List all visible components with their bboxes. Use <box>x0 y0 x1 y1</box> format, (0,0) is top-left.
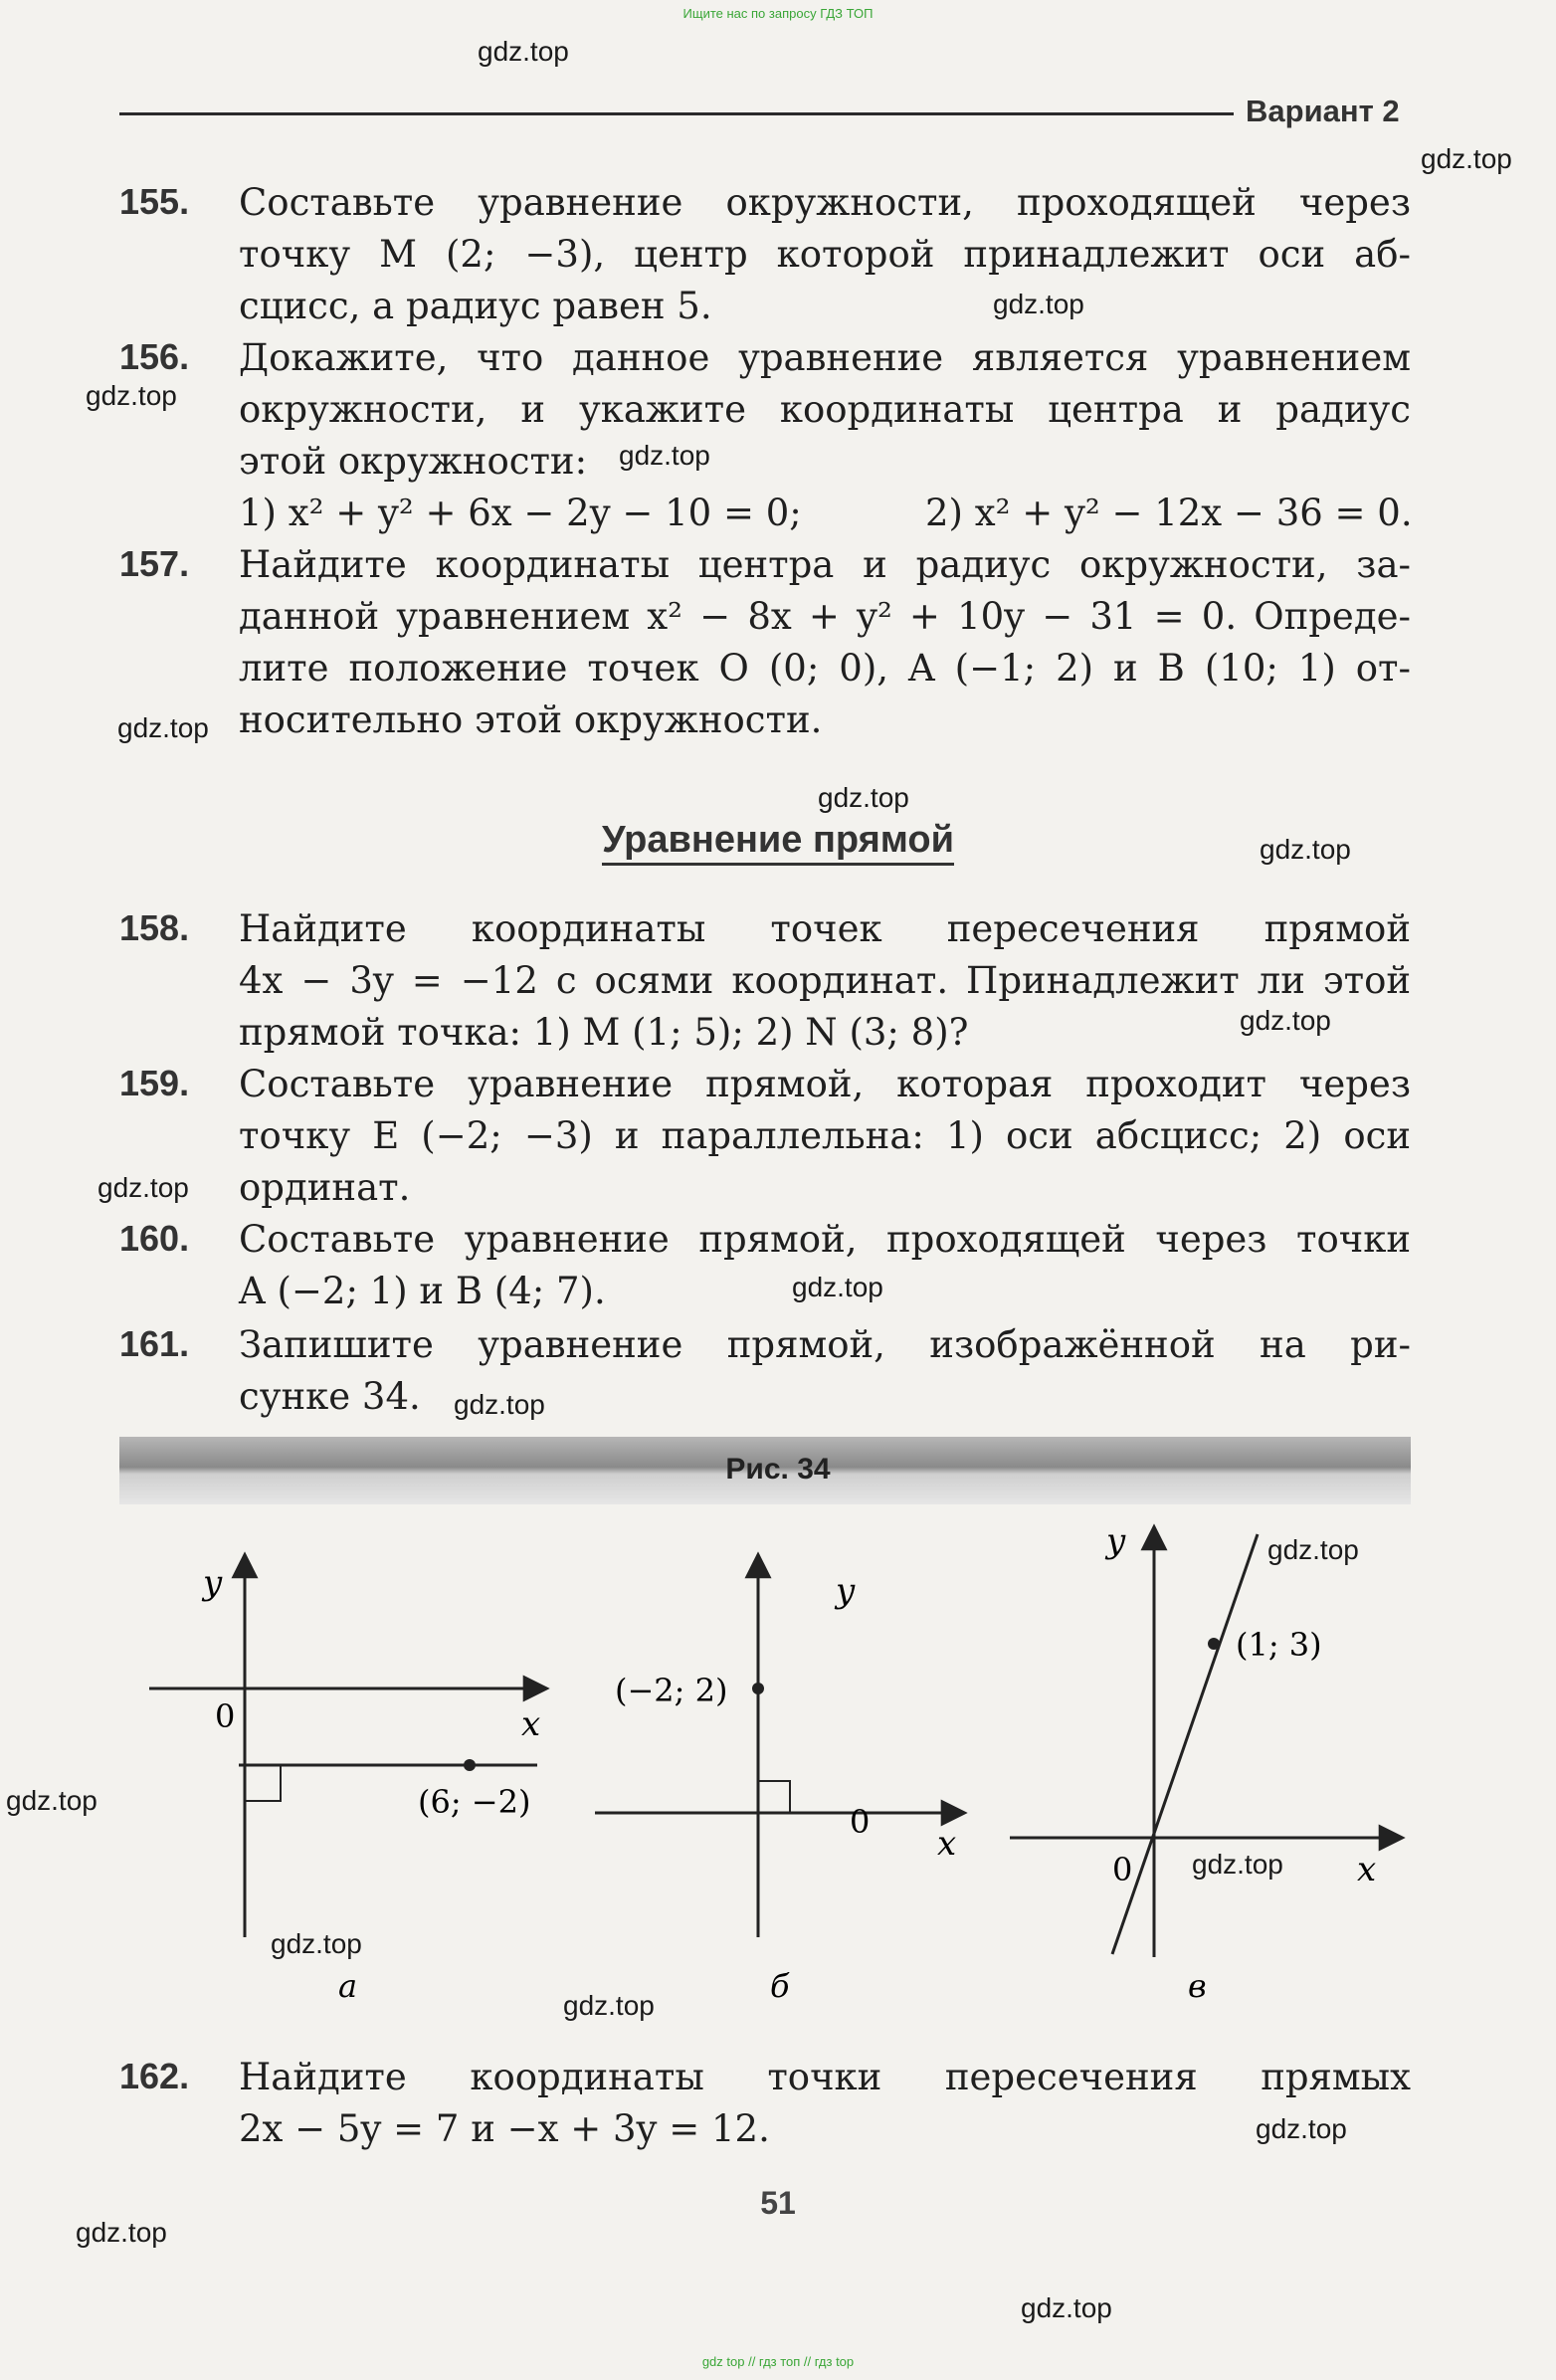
problem-line: Запишите уравнение прямой, изображённой на ри- <box>239 1323 1411 1366</box>
problem-line: Составьте уравнение прямой, которая проходит через <box>239 1063 1411 1105</box>
problem-number-161: 161. <box>119 1323 190 1364</box>
problem-line: сунке 34. <box>239 1375 421 1418</box>
watermark: gdz.top <box>271 1928 362 1959</box>
origin-label: 0 <box>215 1697 236 1735</box>
right-angle-mark <box>758 1781 790 1813</box>
y-axis-label: y <box>1106 1521 1126 1561</box>
problem-line: 2x − 5y = 7 и −x + 3y = 12. <box>239 2107 770 2150</box>
section-heading: Уравнение прямой <box>0 819 1556 862</box>
watermark: gdz.top <box>1021 2292 1112 2323</box>
problem-number-155: 155. <box>119 181 190 222</box>
problem-line: 4x − 3y = −12 с осями координат. Принадлежит ли этой <box>239 959 1411 1002</box>
top-note: Ищите нас по запросу ГДЗ ТОП <box>682 6 874 21</box>
watermark: gdz.top <box>818 782 909 813</box>
caption-b: б <box>770 1967 790 2005</box>
problem-line: сцисс, а радиус равен 5. <box>239 285 712 327</box>
right-angle-mark <box>245 1765 281 1801</box>
problem-number-159: 159. <box>119 1063 190 1103</box>
origin-label: 0 <box>850 1803 871 1841</box>
point-a-label: (6; −2) <box>418 1783 531 1821</box>
watermark: gdz.top <box>478 36 569 67</box>
watermark: gdz.top <box>117 712 209 743</box>
caption-a: а <box>338 1967 358 2005</box>
watermark: gdz.top <box>76 2217 167 2248</box>
watermark: gdz.top <box>1260 834 1351 865</box>
watermark: gdz.top <box>1421 143 1512 174</box>
x-axis-label: x <box>937 1824 957 1864</box>
problem-line: Докажите, что данное уравнение является уравнением <box>239 336 1411 379</box>
watermark: gdz.top <box>993 289 1084 319</box>
watermark: gdz.top <box>792 1272 883 1302</box>
problem-number-158: 158. <box>119 907 190 948</box>
problem-line: A (−2; 1) и B (4; 7). <box>239 1270 606 1312</box>
x-axis-label: x <box>1357 1850 1377 1889</box>
point-a <box>464 1759 476 1771</box>
header-rule <box>119 112 1234 115</box>
problem-line: окружности, и укажите координаты центра и радиус <box>239 388 1411 431</box>
problem-item-1: 1) x² + y² + 6x − 2y − 10 = 0; <box>239 492 802 534</box>
page-number: 51 <box>760 2185 796 2221</box>
watermark: gdz.top <box>97 1172 189 1203</box>
problem-number-162: 162. <box>119 2056 190 2096</box>
problem-line: ординат. <box>239 1166 411 1209</box>
origin-label: 0 <box>1112 1851 1133 1888</box>
problem-line: Найдите координаты точки пересечения прямых <box>239 2056 1411 2098</box>
problem-line: Найдите координаты точек пересечения прямой <box>239 907 1411 950</box>
variant-label: Вариант 2 <box>1246 94 1400 128</box>
point-c <box>1208 1638 1220 1650</box>
problem-number-157: 157. <box>119 543 190 584</box>
figure-title: Рис. 34 <box>725 1453 831 1486</box>
watermark: gdz.top <box>86 380 177 411</box>
line-c <box>1112 1534 1258 1954</box>
watermark: gdz.top <box>619 440 710 471</box>
problem-number-160: 160. <box>119 1218 190 1259</box>
watermark: gdz.top <box>1192 1849 1283 1880</box>
problem-line: лите положение точек O (0; 0), A (−1; 2) и B (10; 1) от- <box>239 647 1411 690</box>
problem-line: носительно этой окружности. <box>239 698 823 741</box>
problem-line: Составьте уравнение прямой, проходящей через точки <box>239 1218 1411 1261</box>
problem-item-2: 2) x² + y² − 12x − 36 = 0. <box>925 492 1413 534</box>
bottom-note: gdz top // гдз топ // гдз top <box>701 2354 855 2369</box>
watermark: gdz.top <box>454 1389 545 1420</box>
watermark: gdz.top <box>1240 1005 1331 1036</box>
problem-number-156: 156. <box>119 336 190 377</box>
panel-c <box>1010 1521 1403 2005</box>
point-b-label: (−2; 2) <box>615 1672 728 1709</box>
y-axis-label: y <box>203 1563 223 1603</box>
problem-line: прямой точка: 1) M (1; 5); 2) N (3; 8)? <box>239 1011 969 1054</box>
watermark: gdz.top <box>6 1785 97 1816</box>
problem-line: Найдите координаты центра и радиус окружности, за- <box>239 543 1411 586</box>
problem-line: точку E (−2; −3) и параллельна: 1) оси абсцисс; 2) оси <box>239 1114 1411 1157</box>
panel-b <box>595 1554 965 2005</box>
x-axis-label: x <box>521 1704 541 1744</box>
point-b <box>752 1683 764 1694</box>
problem-line: данной уравнением x² − 8x + y² + 10y − 31 = 0. Опреде- <box>239 595 1411 638</box>
watermark: gdz.top <box>1267 1534 1359 1565</box>
point-c-label: (1; 3) <box>1236 1626 1322 1664</box>
problem-line: Составьте уравнение окружности, проходящей через <box>239 181 1411 224</box>
watermark: gdz.top <box>1256 2113 1347 2144</box>
caption-c: в <box>1188 1967 1207 2005</box>
watermark: gdz.top <box>563 1990 655 2021</box>
y-axis-label: y <box>836 1571 856 1611</box>
problem-line: этой окружности: <box>239 440 588 483</box>
problem-line: точку M (2; −3), центр которой принадлежит оси аб- <box>239 233 1411 276</box>
